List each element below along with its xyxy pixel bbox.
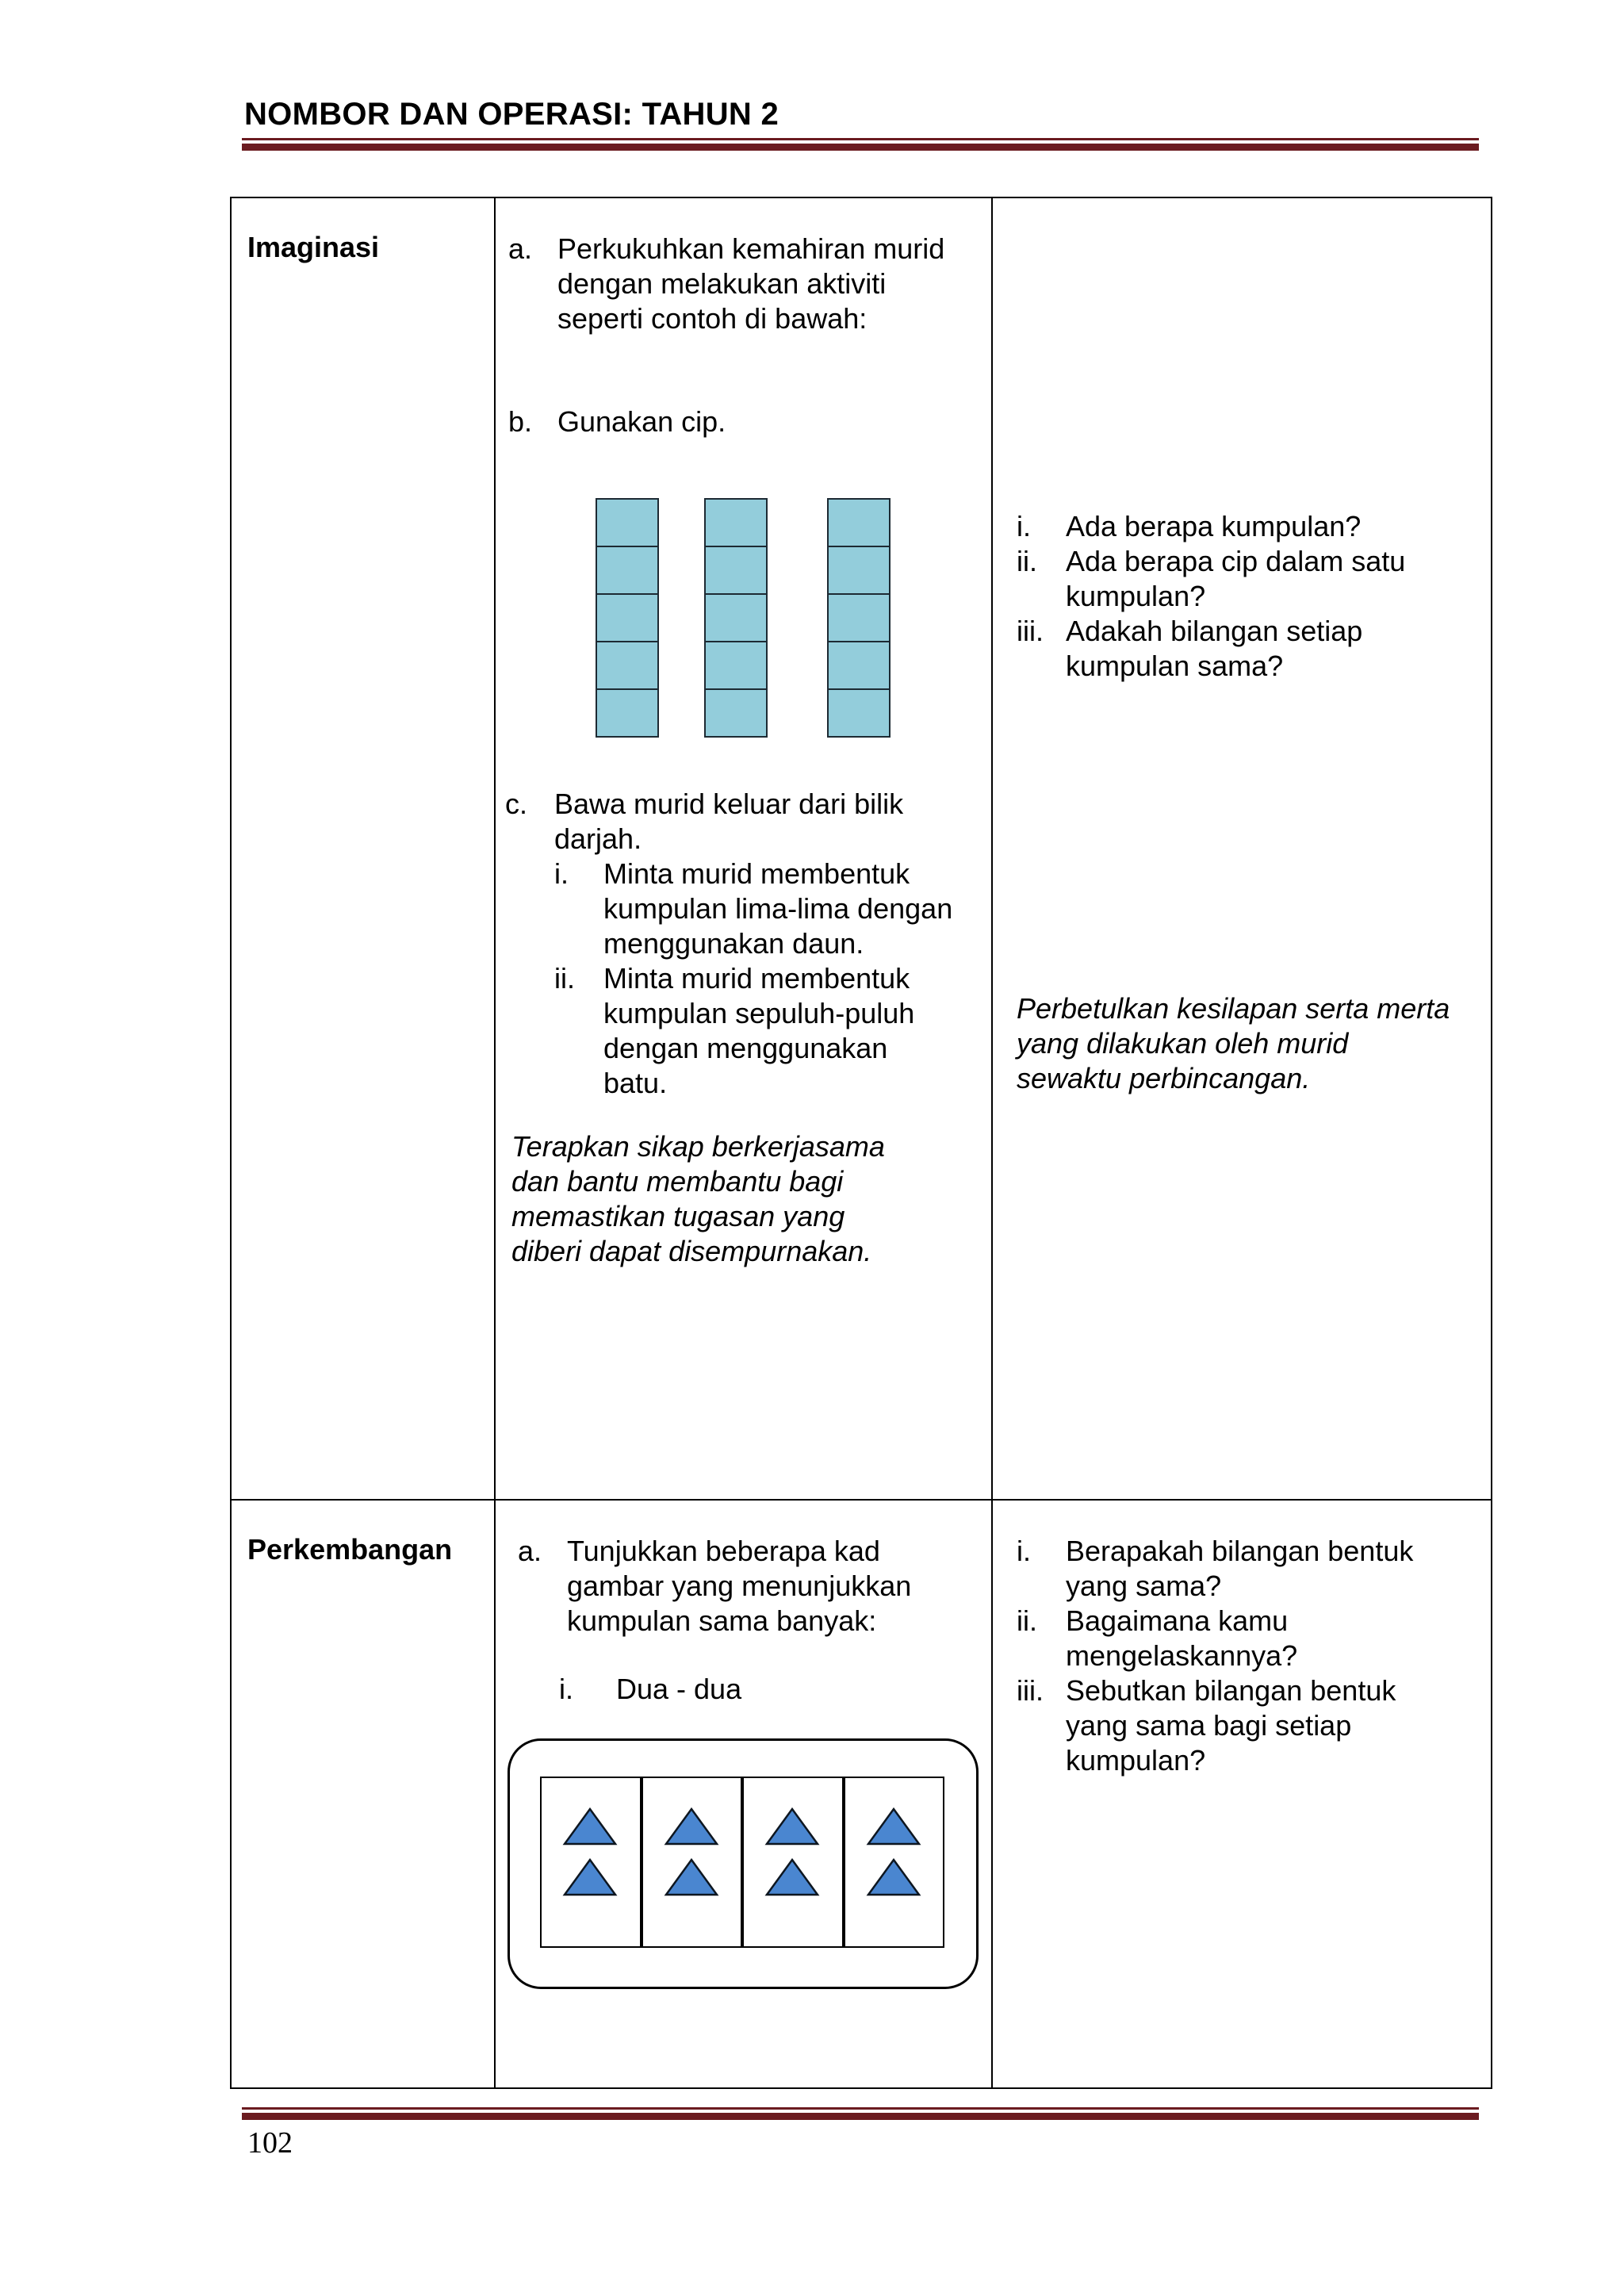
- question-cell: [992, 197, 1492, 1500]
- stage-cell: [231, 1500, 495, 2088]
- picture-card-frame: [508, 1738, 979, 1989]
- item-text-line: kumpulan sepuluh-puluh: [603, 997, 915, 1029]
- chip-group: [596, 500, 657, 738]
- chip: [596, 593, 659, 642]
- item-text-line: Berapakah bilangan bentuk: [1066, 1535, 1414, 1567]
- item-text-line: Gunakan cip.: [557, 405, 726, 438]
- item-marker: ii.: [1017, 1604, 1037, 1637]
- chip: [596, 546, 659, 595]
- item-text-line: Ada berapa cip dalam satu: [1066, 545, 1406, 577]
- item-text-line: Tunjukkan beberapa kad: [567, 1535, 880, 1567]
- page-number: 102: [247, 2126, 293, 2160]
- page-header-title: NOMBOR DAN OPERASI: TAHUN 2: [244, 97, 779, 132]
- activity-cell: [495, 197, 992, 1500]
- sub-item-ii: [554, 961, 989, 1101]
- chip: [596, 641, 659, 690]
- activity-note: [511, 1129, 885, 1269]
- triangle-shape: [764, 1857, 820, 1897]
- item-text-line: darjah.: [554, 822, 642, 855]
- question-item: [1017, 1604, 1484, 1673]
- item-text-line: kumpulan sama banyak:: [567, 1604, 877, 1637]
- item-text-line: batu.: [603, 1067, 668, 1099]
- chip: [704, 546, 768, 595]
- item-text-line: dengan melakukan aktiviti: [557, 267, 887, 300]
- item-marker: iii.: [1017, 1674, 1044, 1707]
- item-text-line: Bagaimana kamu: [1066, 1604, 1289, 1637]
- note-line: Terapkan sikap berkerjasama: [511, 1130, 885, 1163]
- item-text-line: seperti contoh di bawah:: [557, 302, 868, 335]
- item-marker: ii.: [1017, 545, 1037, 577]
- item-text-line: kumpulan lima-lima dengan: [603, 892, 953, 925]
- table-row-imaginasi: [231, 197, 1492, 1500]
- item-marker: a.: [508, 232, 533, 265]
- question-item: [1017, 509, 1484, 544]
- triangle-shape: [562, 1857, 618, 1897]
- item-text-line: gambar yang menunjukkan: [567, 1570, 912, 1602]
- question-item: [1017, 544, 1484, 614]
- question-item: [1017, 1534, 1484, 1604]
- stage-label: Perkembangan: [247, 1533, 453, 1566]
- chip: [704, 641, 768, 690]
- table-row-perkembangan: [231, 1500, 1492, 2088]
- triangle-shape: [764, 1807, 820, 1846]
- question-item: [1017, 614, 1484, 684]
- item-marker: i.: [554, 857, 569, 890]
- lesson-table: [230, 197, 1492, 2089]
- triangle-shape: [664, 1807, 719, 1846]
- triangle-shape: [664, 1857, 719, 1897]
- activity-item-c: [505, 787, 989, 1101]
- activity-item-b: [508, 404, 984, 439]
- activity-cell: [495, 1500, 992, 2088]
- stage-label: Imaginasi: [247, 231, 380, 263]
- chip-group: [827, 500, 889, 738]
- item-marker: i.: [1017, 1535, 1031, 1567]
- stage-cell: [231, 197, 495, 1500]
- picture-card-row: [540, 1777, 944, 1948]
- question-list: [1017, 1534, 1484, 1778]
- chip: [596, 688, 659, 738]
- item-text-line: kumpulan sama?: [1066, 650, 1284, 682]
- item-text-line: Perkukuhkan kemahiran murid: [557, 232, 945, 265]
- picture-card: [742, 1777, 844, 1948]
- note-line: yang dilakukan oleh murid: [1017, 1027, 1349, 1060]
- note-line: sewaktu perbincangan.: [1017, 1062, 1311, 1094]
- chip: [827, 546, 891, 595]
- triangle-shape: [562, 1807, 618, 1846]
- question-item: [1017, 1673, 1484, 1778]
- item-text-line: Sebutkan bilangan bentuk: [1066, 1674, 1396, 1707]
- item-text-line: mengelaskannya?: [1066, 1639, 1298, 1672]
- item-text-line: Bawa murid keluar dari bilik: [554, 788, 904, 820]
- question-list: [1017, 509, 1484, 684]
- note-line: dan bantu membantu bagi: [511, 1165, 844, 1198]
- item-marker: ii.: [554, 962, 575, 995]
- sub-item-i: [554, 857, 989, 961]
- item-marker: iii.: [1017, 615, 1044, 647]
- activity-item-a: [518, 1534, 986, 1639]
- item-text-line: dengan menggunakan: [603, 1032, 888, 1064]
- header-rule: [242, 138, 1479, 151]
- item-text-line: Ada berapa kumpulan?: [1066, 510, 1362, 542]
- question-cell: [992, 1500, 1492, 2088]
- question-note: [1017, 991, 1450, 1096]
- chip: [827, 498, 891, 547]
- item-text-line: yang sama?: [1066, 1570, 1222, 1602]
- chip: [704, 688, 768, 738]
- note-line: Perbetulkan kesilapan serta merta: [1017, 992, 1450, 1025]
- picture-card: [540, 1777, 642, 1948]
- item-text-line: Minta murid membentuk: [603, 962, 910, 995]
- chip: [704, 593, 768, 642]
- item-text-line: Dua - dua: [616, 1673, 742, 1705]
- item-marker: a.: [518, 1535, 542, 1567]
- activity-sub-item: [559, 1672, 876, 1707]
- triangle-shape: [866, 1857, 921, 1897]
- footer-rule: [242, 2107, 1479, 2120]
- chip: [704, 498, 768, 547]
- chip: [596, 498, 659, 547]
- item-marker: c.: [505, 788, 528, 820]
- triangle-shape: [866, 1807, 921, 1846]
- chip: [827, 593, 891, 642]
- item-marker: b.: [508, 405, 533, 438]
- item-text-line: kumpulan?: [1066, 1744, 1206, 1777]
- item-text-line: kumpulan?: [1066, 580, 1206, 612]
- activity-item-a: [508, 232, 984, 336]
- picture-card: [642, 1777, 743, 1948]
- picture-card: [844, 1777, 945, 1948]
- note-line: diberi dapat disempurnakan.: [511, 1235, 872, 1267]
- item-text-line: menggunakan daun.: [603, 927, 864, 960]
- item-text-line: yang sama bagi setiap: [1066, 1709, 1352, 1742]
- note-line: memastikan tugasan yang: [511, 1200, 845, 1232]
- chip: [827, 641, 891, 690]
- item-text-line: Minta murid membentuk: [603, 857, 910, 890]
- chip: [827, 688, 891, 738]
- item-marker: i.: [559, 1673, 573, 1705]
- chip-group: [704, 500, 766, 738]
- item-text-line: Adakah bilangan setiap: [1066, 615, 1363, 647]
- item-marker: i.: [1017, 510, 1031, 542]
